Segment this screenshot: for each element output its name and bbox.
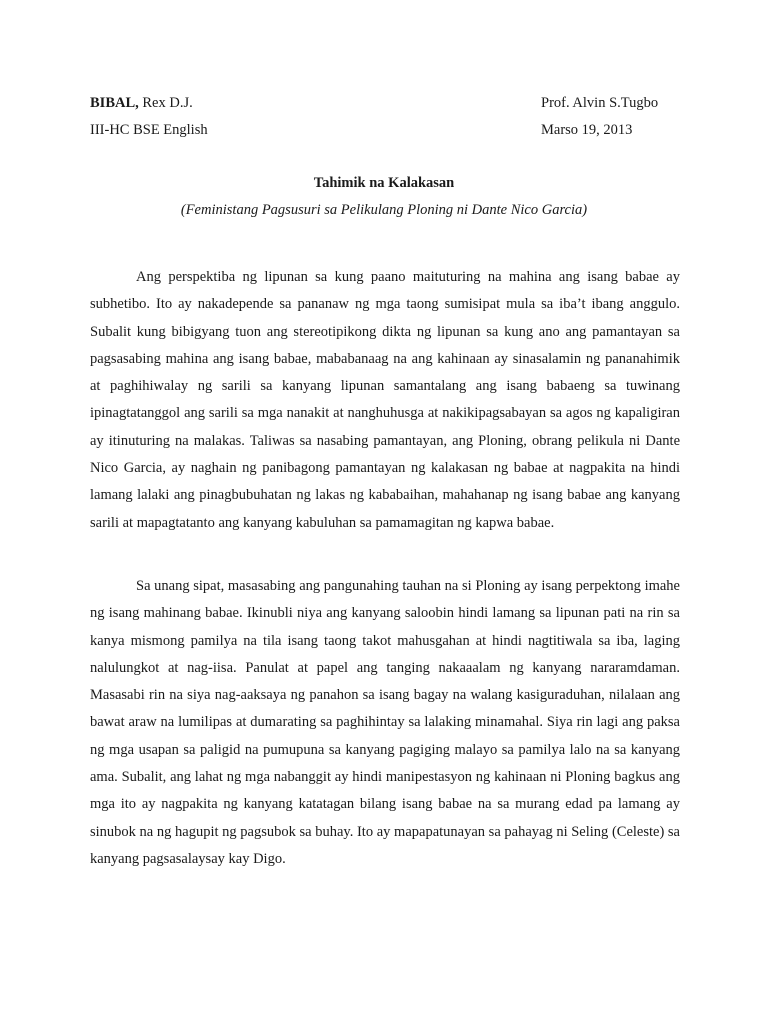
body-paragraph-1: Ang perspektiba ng lipunan sa kung paano maituturing na mahina ang isang babae ay subhetibo. Ito ay nakadepende sa pananaw ng mga taong sumisipat mula sa iba’t ibang anggulo. Subalit kung bibigyang tuon ang stereotipikong dikta ng lipunan sa kung ano ang pamantayan sa pagsasabing mahina ang isang babae, mababanaag na ang kahinaan ay sinasalamin ng pananahimik at paghihiwalay ng sarili sa kanyang lipunan samantalang ang isang babaeng sa tuwinang ipinagtatanggol ang sarili sa mga nanakit at nanghuhusga at nakikipagsabayan sa agos ng kapaligiran ay itinuturing na malakas. Taliwas sa nasabing pamantayan, ang Ploning, obrang pelikula ni Dante Nico Garcia, ay naghain ng panibagong pamantayan ng kalakasan ng babae at nagpakita na hindi lamang lalaki ang pinagbubuhatan ng lakas ng kababaihan, mahahanap ng isang babae ang kanyang sarili at mapagtatanto ang kanyang kabuluhan sa pamamagitan ng kapwa babae. — [90, 269, 680, 531]
author-given-name: Rex D.J. — [138, 95, 193, 111]
author-surname: BIBAL, — [90, 95, 139, 111]
document-title: Tahimik na Kalakasan — [313, 175, 455, 191]
document-date: Marso 19, 2013 — [541, 122, 633, 138]
document-subtitle: (Feministang Pagsusuri sa Pelikulang Ploning ni Dante Nico Garcia) — [180, 202, 588, 218]
course-section: III-HC BSE English — [90, 122, 208, 138]
author-name — [90, 94, 193, 112]
professor-name: Prof. Alvin S.Tugbo — [541, 95, 659, 111]
body-paragraph-2: Sa unang sipat, masasabing ang pangunahing tauhan na si Ploning ay isang perpektong imahe ng isang mahinang babae. Ikinubli niya ang kanyang saloobin hindi lamang sa lipunan pati na rin sa kanya mismong pamilya na tila isang taong takot mahusgahan at hindi nagtitiwala sa iba, laging nalulungkot at nag-iisa. Panulat at papel ang tanging nakaaalam ng kanyang nararamdaman. Masasabi rin na siya nag-aaksaya ng panahon sa isang bagay na walang kasiguraduhan, nilalaan ang bawat araw na lumilipas at dumarating sa paghihintay sa lalaking minamahal. Siya rin lagi ang paksa ng mga usapan sa paligid na pumupuna sa kanyang pagiging malayo sa pamilya lalo na sa kanyang ama. Subalit, ang lahat ng mga nabanggit ay hindi manipestasyon ng kahinaan ni Ploning bagkus ang mga ito ay nagpakita ng kanyang katatagan bilang isang babae na sa murang edad pa lamang ay sinubok na ng hagupit ng pagsubok sa buhay. Ito ay mapapatunayan sa pahayag ni Seling (Celeste) sa kanyang pagsasalaysay kay Digo. — [90, 578, 680, 867]
